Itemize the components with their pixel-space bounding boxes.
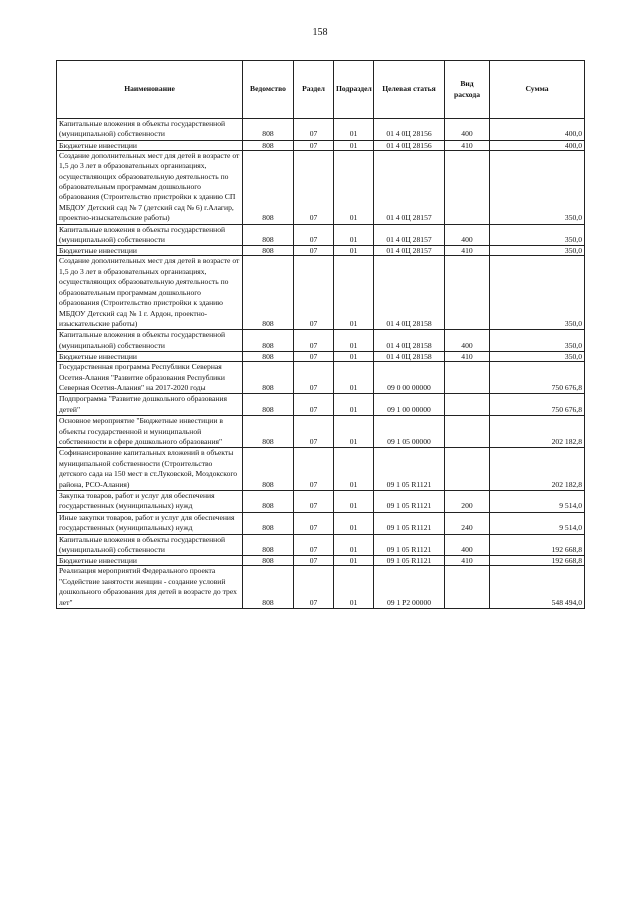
- cell-celevaya-statya: 09 1 05 R1121: [374, 556, 445, 566]
- cell-summa: 9 514,0: [490, 491, 585, 513]
- cell-vedomstvo: 808: [243, 330, 294, 352]
- table-row: [57, 256, 585, 330]
- table-row: [57, 448, 585, 491]
- cell-summa: 350,0: [490, 224, 585, 246]
- cell-vedomstvo: 808: [243, 491, 294, 513]
- cell-celevaya-statya: 01 4 0Ц 28158: [374, 352, 445, 362]
- cell-celevaya-statya: 09 1 05 00000: [374, 416, 445, 448]
- cell-celevaya-statya: 09 1 05 R1121: [374, 491, 445, 513]
- header-name: Наименование: [57, 61, 243, 119]
- cell-podrazdel: 01: [334, 330, 374, 352]
- page-number: 158: [312, 27, 328, 38]
- header-razdel: Раздел: [294, 61, 334, 119]
- cell-summa: 350,0: [490, 352, 585, 362]
- cell-name: Бюджетные инвестиции: [57, 556, 243, 566]
- cell-podrazdel: 01: [334, 352, 374, 362]
- cell-vid-raskhoda: [445, 394, 490, 416]
- cell-summa: 350,0: [490, 150, 585, 224]
- cell-razdel: 07: [294, 491, 334, 513]
- cell-vedomstvo: 808: [243, 512, 294, 534]
- table-row: [57, 566, 585, 609]
- cell-name: Государственная программа Республики Северная Осетия-Алания "Развитие образования Республики Северная Осетия-Алания" на 2017-2020 годы: [57, 362, 243, 394]
- cell-name: Капитальные вложения в объекты государственной (муниципальной) собственности: [57, 224, 243, 246]
- cell-vedomstvo: 808: [243, 416, 294, 448]
- cell-podrazdel: 01: [334, 512, 374, 534]
- cell-vedomstvo: 808: [243, 246, 294, 256]
- header-vid-raskhoda: Вид расхода: [445, 61, 490, 119]
- header-summa: Сумма: [490, 61, 585, 119]
- cell-razdel: 07: [294, 352, 334, 362]
- cell-razdel: 07: [294, 534, 334, 556]
- cell-vid-raskhoda: 240: [445, 512, 490, 534]
- cell-name: Реализация мероприятий Федерального проекта "Содействие занятости женщин - создание условий дошкольного образования для детей в возрасте до трех лет": [57, 566, 243, 609]
- cell-razdel: 07: [294, 246, 334, 256]
- table-body: [57, 119, 585, 609]
- table-row: [57, 246, 585, 256]
- cell-celevaya-statya: 09 1 05 R1121: [374, 448, 445, 491]
- cell-name: Софинансирование капитальных вложений в объекты муниципальной собственности (Строительство детского сада на 150 мест в ст.Луковской, Моздокского района, РСО-Алания): [57, 448, 243, 491]
- cell-name: Бюджетные инвестиции: [57, 352, 243, 362]
- cell-podrazdel: 01: [334, 394, 374, 416]
- table-row: [57, 362, 585, 394]
- header-celevaya-statya: Целевая статья: [374, 61, 445, 119]
- table-row: [57, 491, 585, 513]
- cell-summa: 750 676,8: [490, 394, 585, 416]
- cell-razdel: 07: [294, 330, 334, 352]
- cell-summa: 548 494,0: [490, 566, 585, 609]
- cell-razdel: 07: [294, 140, 334, 150]
- cell-podrazdel: 01: [334, 224, 374, 246]
- cell-summa: 350,0: [490, 256, 585, 330]
- cell-name: Капитальные вложения в объекты государственной (муниципальной) собственности: [57, 119, 243, 141]
- cell-vedomstvo: 808: [243, 566, 294, 609]
- cell-podrazdel: 01: [334, 534, 374, 556]
- cell-vedomstvo: 808: [243, 394, 294, 416]
- header-vedomstvo: Ведомство: [243, 61, 294, 119]
- cell-podrazdel: 01: [334, 140, 374, 150]
- cell-vid-raskhoda: 410: [445, 140, 490, 150]
- cell-celevaya-statya: 01 4 0Ц 28158: [374, 256, 445, 330]
- table-row: [57, 512, 585, 534]
- cell-podrazdel: 01: [334, 491, 374, 513]
- cell-celevaya-statya: 09 1 05 R1121: [374, 512, 445, 534]
- header-podrazdel: Подраздел: [334, 61, 374, 119]
- cell-name: Бюджетные инвестиции: [57, 140, 243, 150]
- cell-summa: 750 676,8: [490, 362, 585, 394]
- table-row: [57, 556, 585, 566]
- table-header-row: [57, 61, 585, 119]
- cell-vedomstvo: 808: [243, 140, 294, 150]
- cell-razdel: 07: [294, 119, 334, 141]
- cell-vid-raskhoda: [445, 448, 490, 491]
- cell-razdel: 07: [294, 256, 334, 330]
- cell-name: Капитальные вложения в объекты государственной (муниципальной) собственности: [57, 534, 243, 556]
- cell-name: Иные закупки товаров, работ и услуг для обеспечения государственных (муниципальных) нужд: [57, 512, 243, 534]
- cell-vedomstvo: 808: [243, 224, 294, 246]
- cell-name: Основное мероприятие "Бюджетные инвестиции в объекты государственной и муниципальной собственности в сфере дошкольного образования": [57, 416, 243, 448]
- cell-vid-raskhoda: 410: [445, 556, 490, 566]
- cell-summa: 400,0: [490, 119, 585, 141]
- cell-razdel: 07: [294, 416, 334, 448]
- table-row: [57, 352, 585, 362]
- cell-razdel: 07: [294, 566, 334, 609]
- cell-celevaya-statya: 01 4 0Ц 28158: [374, 330, 445, 352]
- cell-podrazdel: 01: [334, 150, 374, 224]
- cell-vid-raskhoda: 410: [445, 246, 490, 256]
- cell-vid-raskhoda: 400: [445, 330, 490, 352]
- cell-podrazdel: 01: [334, 246, 374, 256]
- cell-celevaya-statya: 01 4 0Ц 28157: [374, 246, 445, 256]
- table-row: [57, 416, 585, 448]
- table-row: [57, 394, 585, 416]
- budget-table: [56, 60, 585, 609]
- cell-razdel: 07: [294, 362, 334, 394]
- cell-vedomstvo: 808: [243, 448, 294, 491]
- cell-celevaya-statya: 01 4 0Ц 28157: [374, 150, 445, 224]
- cell-summa: 400,0: [490, 140, 585, 150]
- table-row: [57, 330, 585, 352]
- cell-celevaya-statya: 01 4 0Ц 28156: [374, 119, 445, 141]
- cell-summa: 192 668,8: [490, 534, 585, 556]
- cell-vid-raskhoda: [445, 362, 490, 394]
- cell-podrazdel: 01: [334, 566, 374, 609]
- cell-vedomstvo: 808: [243, 352, 294, 362]
- cell-vedomstvo: 808: [243, 119, 294, 141]
- cell-razdel: 07: [294, 448, 334, 491]
- cell-vid-raskhoda: [445, 150, 490, 224]
- cell-summa: 202 182,8: [490, 416, 585, 448]
- cell-name: Создание дополнительных мест для детей в возрасте от 1,5 до 3 лет в образовательных организациях, осуществляющих образовательную деятельность по образовательным программам дошкольного образования (Строительство пристройки к зданию СП МБДОУ Детский сад № 7 (детский сад № 6) г.Алагир, проектно-изыскательские работы): [57, 150, 243, 224]
- cell-vid-raskhoda: 400: [445, 224, 490, 246]
- cell-razdel: 07: [294, 150, 334, 224]
- cell-name: Бюджетные инвестиции: [57, 246, 243, 256]
- cell-razdel: 07: [294, 512, 334, 534]
- cell-podrazdel: 01: [334, 448, 374, 491]
- cell-name: Капитальные вложения в объекты государственной (муниципальной) собственности: [57, 330, 243, 352]
- table-row: [57, 534, 585, 556]
- cell-celevaya-statya: 09 1 05 R1121: [374, 534, 445, 556]
- cell-vid-raskhoda: [445, 566, 490, 609]
- cell-celevaya-statya: 09 1 00 00000: [374, 394, 445, 416]
- cell-vid-raskhoda: [445, 416, 490, 448]
- cell-summa: 350,0: [490, 330, 585, 352]
- cell-vedomstvo: 808: [243, 256, 294, 330]
- cell-summa: 202 182,8: [490, 448, 585, 491]
- cell-celevaya-statya: 01 4 0Ц 28156: [374, 140, 445, 150]
- cell-celevaya-statya: 09 0 00 00000: [374, 362, 445, 394]
- table-row: [57, 140, 585, 150]
- cell-summa: 9 514,0: [490, 512, 585, 534]
- cell-vid-raskhoda: 400: [445, 119, 490, 141]
- cell-celevaya-statya: 09 1 P2 00000: [374, 566, 445, 609]
- cell-podrazdel: 01: [334, 362, 374, 394]
- cell-summa: 350,0: [490, 246, 585, 256]
- cell-vid-raskhoda: [445, 256, 490, 330]
- cell-name: Создание дополнительных мест для детей в возрасте от 1,5 до 3 лет в образовательных организациях, осуществляющих образовательную деятельность по образовательным программам дошкольного образования (Строительство пристройки к зданию МБДОУ Детский сад № 1 г. Ардон, проектно-изыскательские работы): [57, 256, 243, 330]
- cell-vid-raskhoda: 200: [445, 491, 490, 513]
- cell-vid-raskhoda: 410: [445, 352, 490, 362]
- cell-vedomstvo: 808: [243, 534, 294, 556]
- cell-vid-raskhoda: 400: [445, 534, 490, 556]
- cell-celevaya-statya: 01 4 0Ц 28157: [374, 224, 445, 246]
- cell-vedomstvo: 808: [243, 556, 294, 566]
- table-row: [57, 119, 585, 141]
- table-row: [57, 150, 585, 224]
- cell-razdel: 07: [294, 556, 334, 566]
- cell-razdel: 07: [294, 394, 334, 416]
- cell-podrazdel: 01: [334, 416, 374, 448]
- cell-podrazdel: 01: [334, 256, 374, 330]
- cell-podrazdel: 01: [334, 556, 374, 566]
- cell-name: Подпрограмма "Развитие дошкольного образования детей": [57, 394, 243, 416]
- cell-name: Закупка товаров, работ и услуг для обеспечения государственных (муниципальных) нужд: [57, 491, 243, 513]
- cell-vedomstvo: 808: [243, 150, 294, 224]
- cell-razdel: 07: [294, 224, 334, 246]
- cell-summa: 192 668,8: [490, 556, 585, 566]
- table-row: [57, 224, 585, 246]
- cell-vedomstvo: 808: [243, 362, 294, 394]
- cell-podrazdel: 01: [334, 119, 374, 141]
